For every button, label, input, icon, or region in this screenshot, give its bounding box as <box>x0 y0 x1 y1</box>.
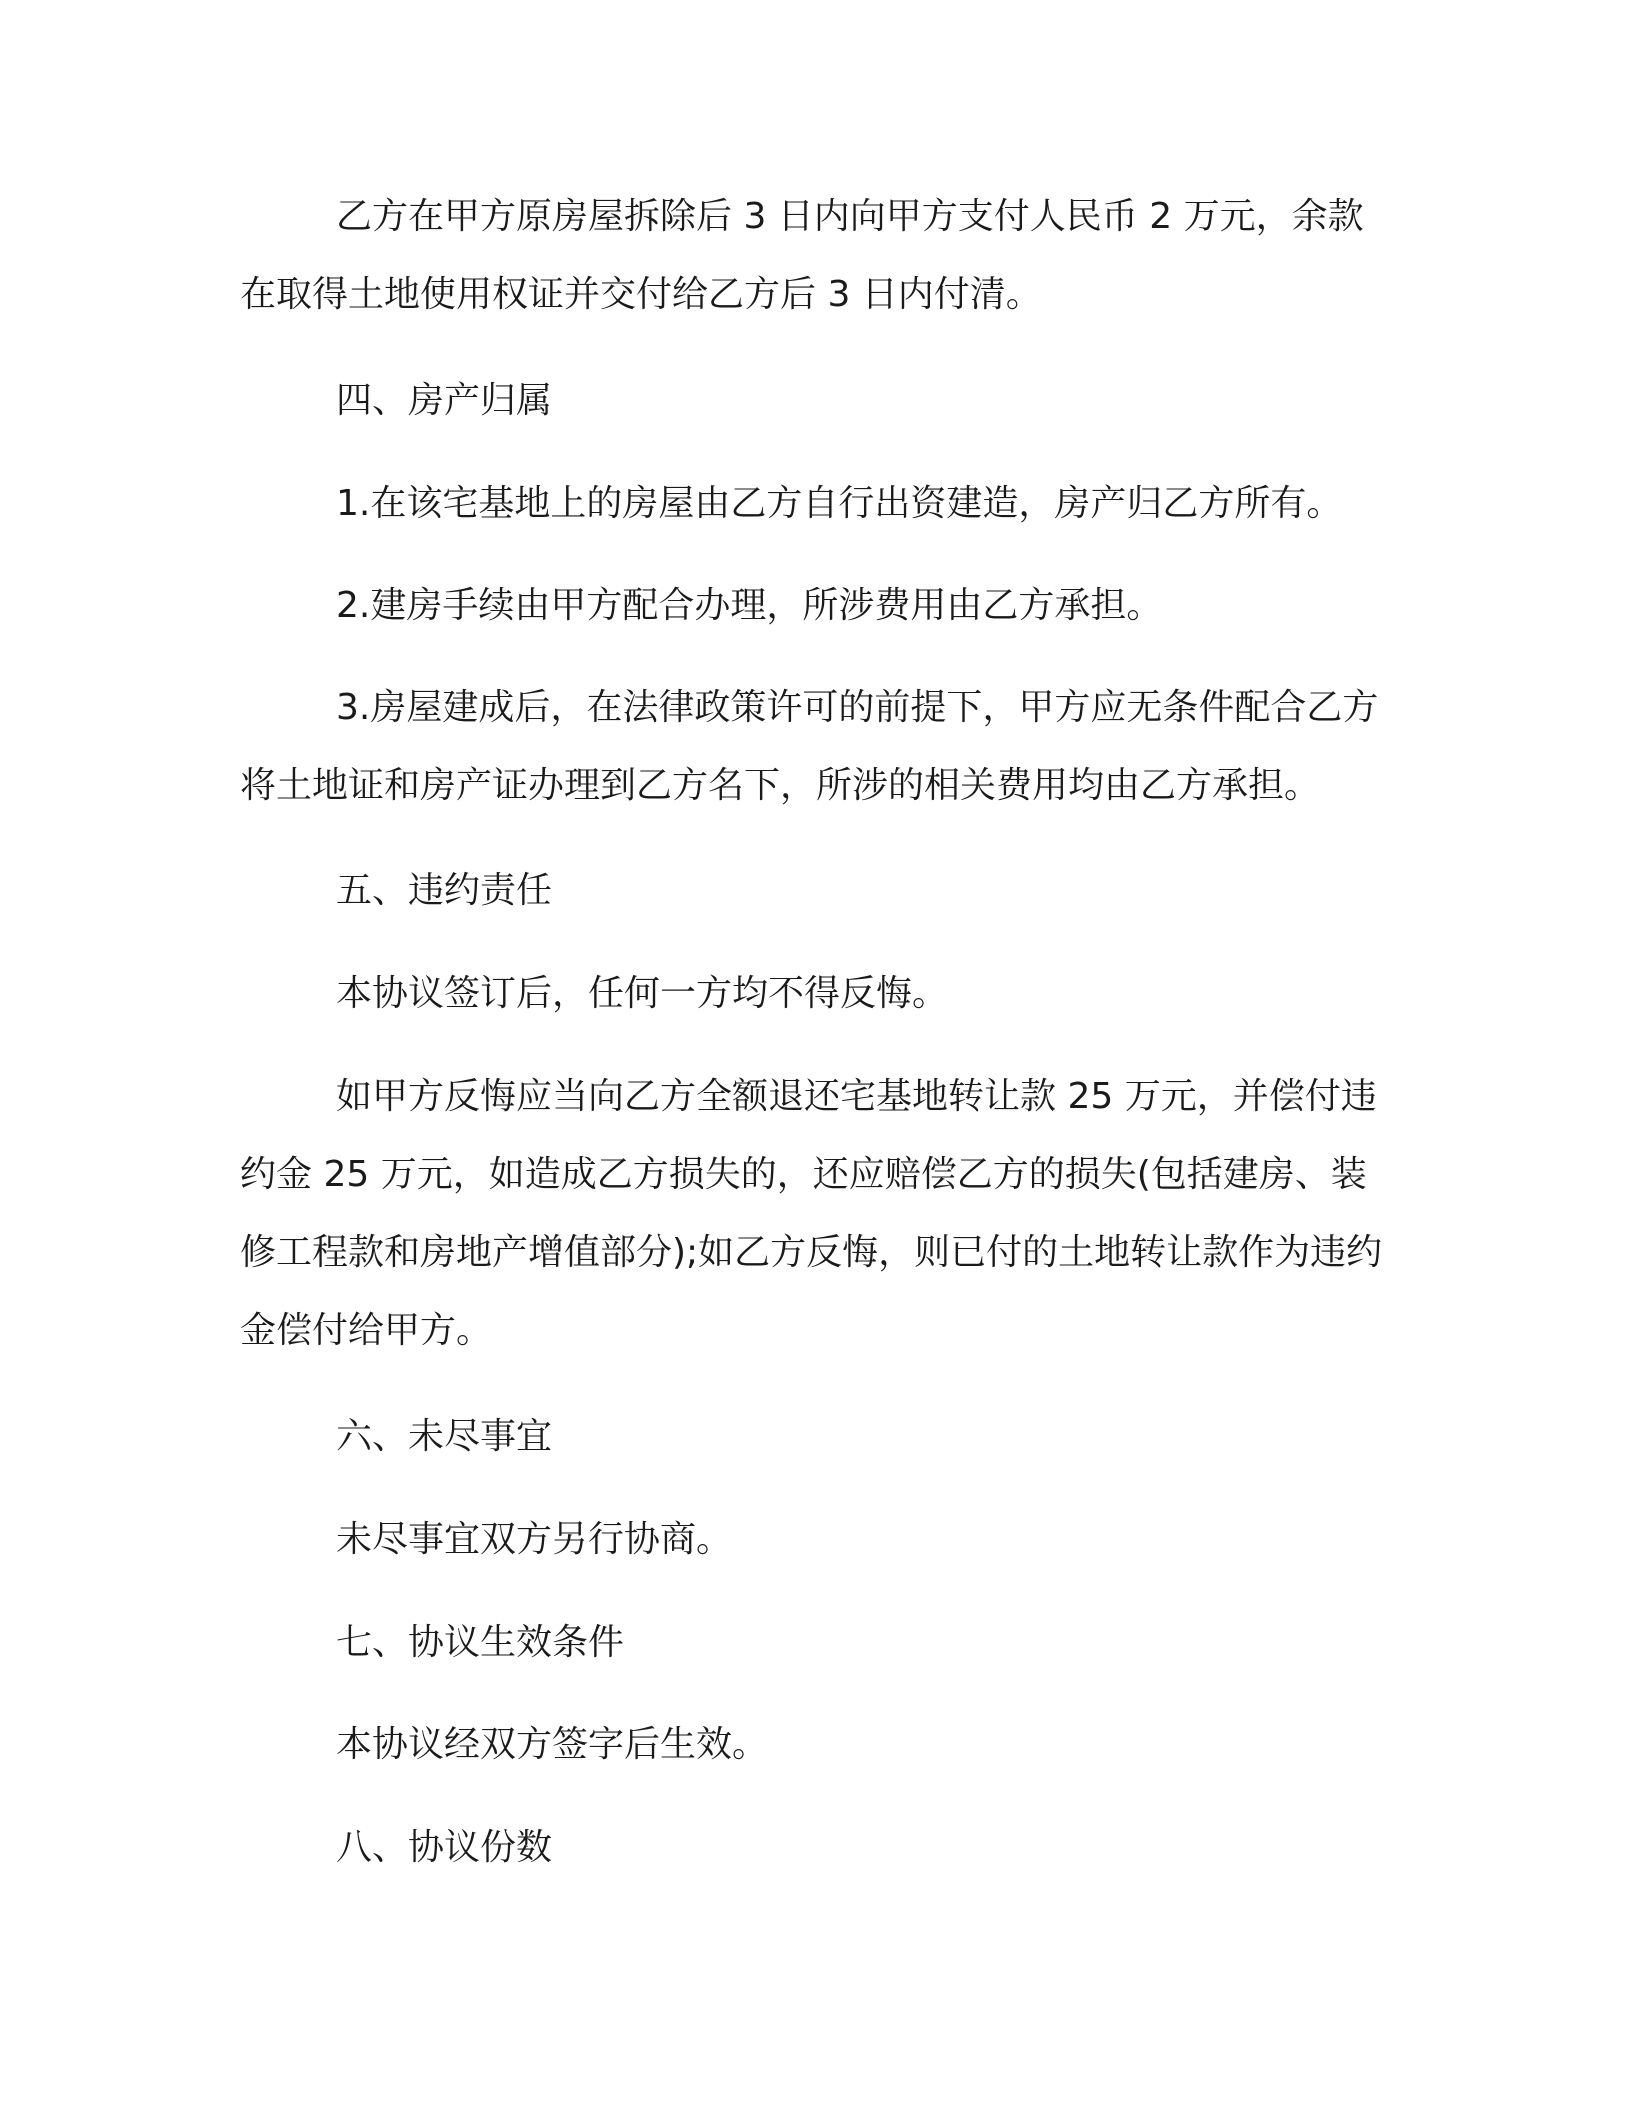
section-heading-breach-liability: 五、违约责任 <box>336 870 553 911</box>
effective-conditions-paragraph: 本协议经双方签字后生效。 <box>336 1724 769 1765</box>
property-ownership-item-2: 2.建房手续由甲方配合办理，所涉费用由乙方承担。 <box>336 585 1163 626</box>
section-heading-other-matters: 六、未尽事宜 <box>336 1416 553 1457</box>
section-heading-copies: 八、协议份数 <box>336 1827 553 1868</box>
payment-terms-paragraph: 乙方在甲方原房屋拆除后 3 日内向甲方支付人民币 2 万元，余款在取得土地使用权证并交付给乙方后 3 日内付清。 <box>240 196 1364 315</box>
property-ownership-item-3: 3.房屋建成后，在法律政策许可的前提下，甲方应无条件配合乙方将土地证和房产证办理到乙方名下，所涉的相关费用均由乙方承担。 <box>240 687 1379 806</box>
breach-liability-paragraph-2: 如甲方反悔应当向乙方全额退还宅基地转让款 25 万元，并偿付违约金 25 万元，如造成乙方损失的，还应赔偿乙方的损失(包括建房、装修工程款和房地产增值部分);如乙方反悔，则已付的土地转让款作为违约金偿付给甲方。 <box>240 1076 1383 1351</box>
property-ownership-item-1: 1.在该宅基地上的房屋由乙方自行出资建造，房产归乙方所有。 <box>336 483 1343 524</box>
other-matters-paragraph: 未尽事宜双方另行协商。 <box>336 1519 733 1560</box>
section-heading-property-ownership: 四、房产归属 <box>336 380 553 421</box>
section-heading-effective-conditions: 七、协议生效条件 <box>336 1622 625 1663</box>
breach-liability-paragraph-1: 本协议签订后，任何一方均不得反悔。 <box>336 973 949 1014</box>
